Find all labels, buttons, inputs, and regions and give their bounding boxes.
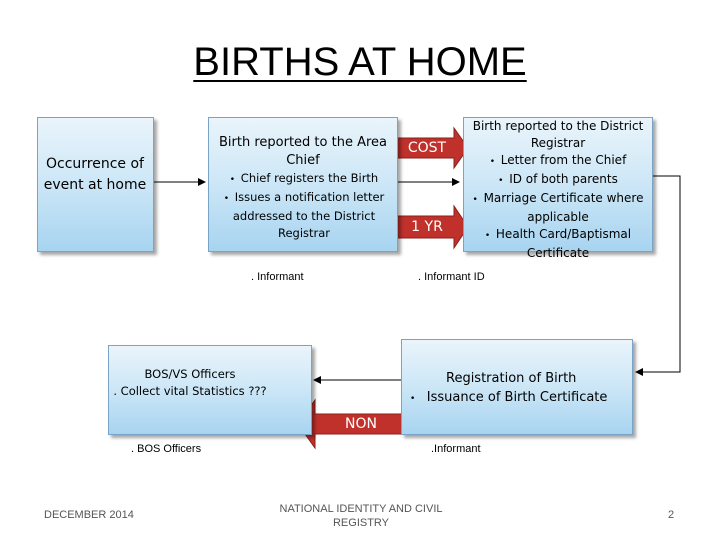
informant-id-label: . Informant ID [418,271,485,283]
cost-label: COST [407,140,447,156]
district-bullet-1: • Letter from the Chief [489,153,627,167]
page-title: BIRTHS AT HOME [193,40,527,84]
registration-line-1: Registration of Birth [446,371,577,386]
area-chief-bullets [214,170,394,242]
informant-area-label: . Informant [251,271,304,283]
district-bullet-4: • Health Card/Baptismal Certificate [484,227,632,260]
district-heading: Birth reported to the District Registrar [472,119,644,150]
bos-line-2: . Collect vital Statistics ??? [113,384,267,398]
one-yr-label: 1 YR [411,219,443,235]
non-label: NON [345,416,377,432]
district-bullet-3: • Marriage Certificate where applicable [472,191,644,224]
area-chief-heading: Birth reported to the Area Chief [219,135,387,168]
registration-text [410,369,630,409]
district-bullet-2: • ID of both parents [498,172,618,186]
district-bullets [460,152,656,262]
page-number: 2 [668,509,675,521]
registration-line-2: • Issuance of Birth Certificate [410,390,608,405]
bos-officers-label: . BOS Officers [131,443,202,455]
area-bullet-2: • Issues a notification letter addressed to the District Registrar [223,190,385,240]
informant-reg-label: .Informant [431,443,481,455]
area-bullet-1: • Chief registers the Birth [229,171,379,185]
footer-org: NATIONAL IDENTITY AND CIVIL REGISTRY [279,503,443,529]
bos-text [110,366,270,400]
occurrence-text: Occurrence of event at home [43,156,147,193]
bos-line-1: BOS/VS Officers [144,367,236,381]
footer-date: DECEMBER 2014 [44,509,134,521]
